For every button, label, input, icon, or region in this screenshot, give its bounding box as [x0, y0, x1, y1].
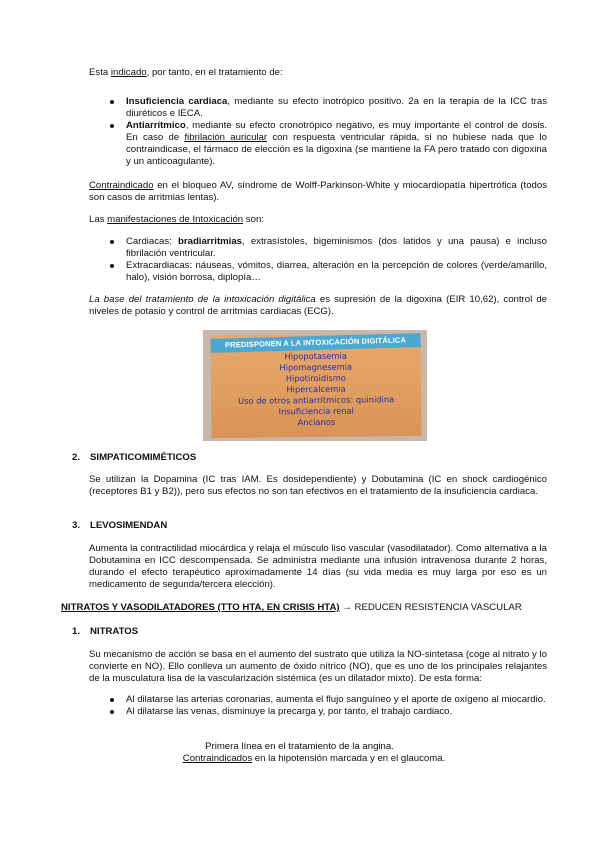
arrow-icon: → — [339, 602, 355, 613]
effect-text: Al dilatarse las venas, disminuye la precarga y, por tanto, el trabajo cardiaco. — [126, 706, 453, 717]
contraindicados-term: Contraindicados — [182, 753, 253, 764]
contraindicado-term: Contraindicado — [89, 180, 154, 191]
section-title: SIMPATICOMIMÉTICOS — [90, 452, 197, 463]
predisponen-image — [203, 330, 427, 441]
image-panel — [210, 334, 421, 438]
list-item — [89, 236, 547, 260]
indicado-term: indicado — [110, 67, 147, 78]
list-item — [89, 706, 547, 718]
list-item — [89, 260, 547, 284]
image-item: Hipercalcemia — [286, 383, 346, 395]
closing-text: en la hipotensión marcada y en el glaucoma. — [252, 753, 446, 764]
image-header: PREDISPONEN A LA INTOXICACIÓN DIGITÁLICA — [210, 333, 420, 353]
manifestaciones-line — [89, 214, 264, 226]
intox-term: bradiarritmias — [178, 236, 243, 247]
image-item: Hipotiroidismo — [285, 372, 347, 384]
image-list — [211, 350, 422, 429]
nitratos-heading-suffix: REDUCEN RESISTENCIA VASCULAR — [354, 602, 522, 613]
intox-list — [89, 236, 547, 284]
effect-text: Al dilatarse las arterias coronarias, aumenta el flujo sanguíneo y el aporte de oxígeno al miocardio. — [126, 694, 546, 705]
image-item: Insuficiencia renal — [278, 405, 354, 417]
indication-term: Insuficiencia cardiaca — [126, 96, 228, 107]
indication-text-end: con respuesta ventricular rápida, si no hubiese nada que lo contraindicase, el fármaco de elección es la digoxina (se mantiene la FA pero tratado con digoxina y un anticoagulante). — [126, 132, 547, 167]
section-title: LEVOSIMENDAN — [90, 520, 168, 531]
closing-line-2 — [0, 753, 599, 765]
image-item: Ancianos — [297, 416, 336, 428]
section-2-heading — [72, 452, 196, 464]
manifestaciones-pre: Las — [89, 214, 108, 225]
base-paragraph — [89, 294, 547, 318]
nitratos-heading-title: NITRATOS Y VASODILATADORES (TTO HTA, EN CRISIS HTA) — [61, 602, 340, 613]
contraindicado-text: en el bloqueo AV, síndrome de Wolff-Parkinson-White y miocardiopatía hipertrófica (todos son casos de arritmias lentas). — [89, 180, 547, 203]
intro-text: Esta — [89, 67, 111, 78]
nitratos-heading — [61, 602, 522, 614]
image-item: Hipopotasemia — [284, 350, 347, 362]
intox-text: , extrasístoles, bigeminismos (dos latidos y una pausa) e incluso fibrilación ventricular. — [126, 236, 547, 259]
closing-line-1: Primera línea en el tratamiento de la angina. — [205, 741, 394, 752]
nitratos-1-heading — [72, 626, 138, 638]
indication-text: , mediante su efecto inotrópico positivo. 2a en la terapia de la ICC tras diuréticos e IECA. — [126, 96, 548, 119]
image-item: Hipomagnesemia — [279, 361, 353, 373]
manifestaciones-post: son: — [243, 214, 264, 225]
intox-text: Extracardiacas: náuseas, vómitos, diarrea, alteración en la percepción de colores (verde/amarillo, halo), visión borrosa, diplopía… — [126, 260, 547, 283]
section-title: NITRATOS — [90, 626, 139, 637]
indication-term: Antiarrítmico — [126, 120, 186, 131]
section-2-body: Se utilizan la Dopamina (IC tras IAM. Es dosidependiente) y Dobutamina (IC en shock cardiogénico (receptores B1 y B2)), pero sus efectos no son tan efectivos en el tratamiento de la insuficiencia cardiaca. — [89, 474, 547, 497]
indication-text: , mediante su efecto cronotrópico negativo, es muy importante el control de dosis. En caso de — [126, 120, 547, 143]
section-number: 2. — [72, 452, 81, 463]
section-number: 3. — [72, 520, 81, 531]
list-item — [89, 694, 547, 706]
base-text: es supresión de la digoxina (EIR 10,62), control de niveles de potasio y control de arritmias cardiacas (ECG). — [89, 294, 547, 317]
list-item — [89, 96, 547, 120]
manifestaciones-term: manifestaciones de Intoxicación — [107, 214, 244, 225]
intox-pre: Cardiacas: — [126, 236, 179, 247]
intro-line — [89, 67, 283, 79]
fibrilacion-term: fibrilación auricular — [184, 132, 268, 143]
intro-text-end: , por tanto, en el tratamiento de: — [146, 67, 283, 78]
section-number: 1. — [72, 626, 81, 637]
section-3-body: Aumenta la contractilidad miocárdica y relaja el músculo liso vascular (vasodilatador). Como alternativa a la Dobutamina en ICC descompensada. Se administra mediante una infusión intravenosa durante 2 horas, durando el efecto terapéutico aproximadamente 14 días (su vida media es muy larga por eso es un medicamento de segunda/tercera elección). — [89, 543, 547, 590]
list-item — [89, 120, 547, 168]
contraindicado-paragraph — [89, 180, 547, 204]
base-italic: La base del tratamiento de la intoxicación digitálica — [89, 294, 316, 305]
indications-list — [89, 96, 547, 168]
nitratos-1-body: Su mecanismo de acción se basa en el aumento del sustrato que utiliza la NO-sintetasa (coge al nitrato y lo convierte en NO). Ello conlleva un aumento de óxido nítrico (NO), que es uno de los principales relajantes de la musculatura lisa de la vascularización sistémica (es un dilatador mixto). De esta forma: — [89, 649, 547, 684]
nitrato-effects-list — [89, 694, 547, 718]
image-item: Uso de otros antiarrítmicos: quinidina — [238, 394, 395, 406]
section-3-heading — [72, 520, 167, 532]
